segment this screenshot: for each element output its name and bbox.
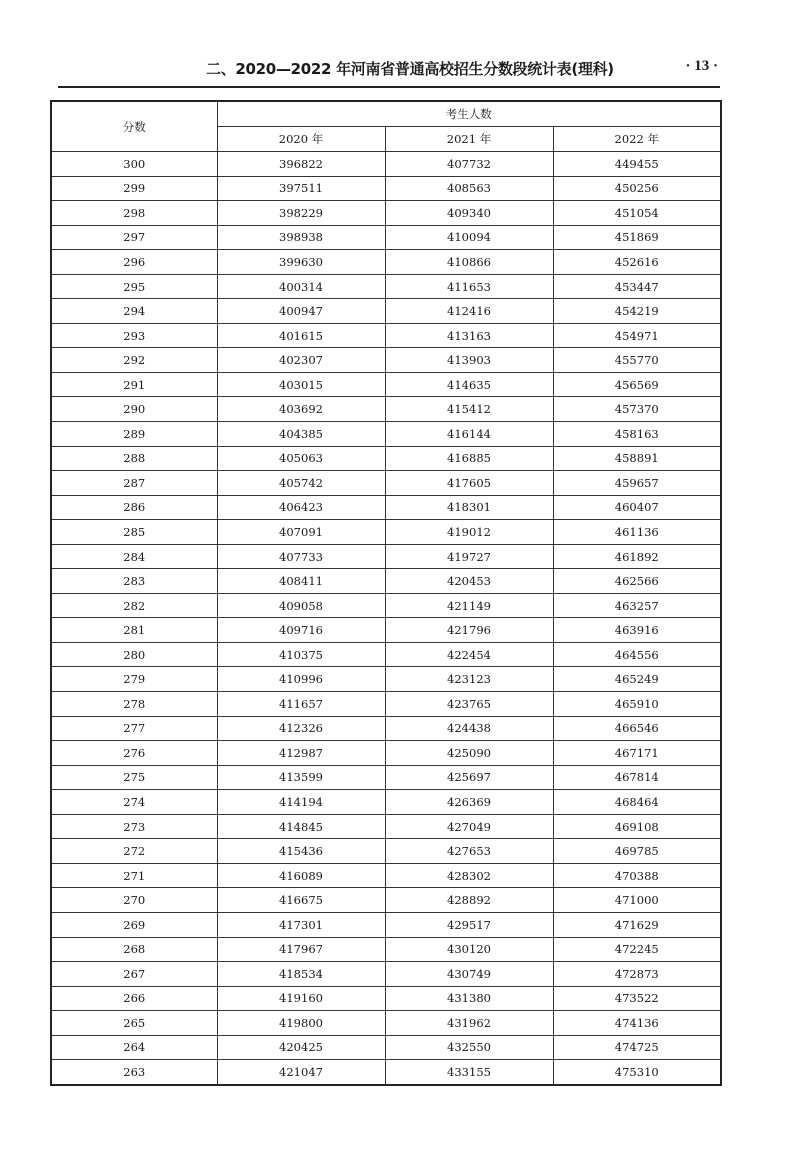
header-rule <box>58 86 720 88</box>
score-cell: 300 <box>51 152 217 177</box>
table-row <box>51 986 721 1011</box>
count-2021-cell: 427653 <box>385 839 553 864</box>
count-2021-cell: 419727 <box>385 544 553 569</box>
count-2021-cell: 431380 <box>385 986 553 1011</box>
count-2020-cell: 404385 <box>217 422 385 447</box>
count-2021-cell: 422454 <box>385 642 553 667</box>
count-2020-cell: 412987 <box>217 741 385 766</box>
table-row <box>51 176 721 201</box>
score-cell: 266 <box>51 986 217 1011</box>
table-row <box>51 274 721 299</box>
count-2022-cell: 465249 <box>553 667 721 692</box>
page-header <box>58 58 720 80</box>
table-row <box>51 372 721 397</box>
table-row <box>51 397 721 422</box>
table-row <box>51 520 721 545</box>
count-2021-cell: 409340 <box>385 201 553 226</box>
count-2020-cell: 419800 <box>217 1011 385 1036</box>
count-2022-cell: 451869 <box>553 225 721 250</box>
count-2021-cell: 410866 <box>385 250 553 275</box>
count-2021-cell: 427049 <box>385 814 553 839</box>
score-cell: 292 <box>51 348 217 373</box>
score-cell: 263 <box>51 1060 217 1085</box>
score-cell: 272 <box>51 839 217 864</box>
table-row <box>51 422 721 447</box>
table-row <box>51 593 721 618</box>
count-2022-cell: 460407 <box>553 495 721 520</box>
score-cell: 291 <box>51 372 217 397</box>
count-2022-cell: 472245 <box>553 937 721 962</box>
score-cell: 283 <box>51 569 217 594</box>
count-2022-cell: 462566 <box>553 569 721 594</box>
count-2021-cell: 417605 <box>385 471 553 496</box>
count-2020-cell: 418534 <box>217 962 385 987</box>
score-cell: 268 <box>51 937 217 962</box>
score-cell: 294 <box>51 299 217 324</box>
count-2021-cell: 425697 <box>385 765 553 790</box>
count-2020-cell: 408411 <box>217 569 385 594</box>
count-2022-cell: 457370 <box>553 397 721 422</box>
score-cell: 299 <box>51 176 217 201</box>
count-2022-cell: 454971 <box>553 323 721 348</box>
count-2021-cell: 411653 <box>385 274 553 299</box>
count-2022-cell: 461136 <box>553 520 721 545</box>
count-2020-cell: 406423 <box>217 495 385 520</box>
count-2021-cell: 415412 <box>385 397 553 422</box>
count-2021-cell: 430749 <box>385 962 553 987</box>
count-2020-cell: 417301 <box>217 912 385 937</box>
header-row-top <box>51 101 721 127</box>
table-body <box>51 152 721 1085</box>
year-header-2021: 2021 年 <box>385 127 553 152</box>
count-2021-cell: 421149 <box>385 593 553 618</box>
count-2021-cell: 414635 <box>385 372 553 397</box>
score-table-container <box>50 100 720 1086</box>
score-cell: 285 <box>51 520 217 545</box>
count-2020-cell: 399630 <box>217 250 385 275</box>
count-2021-cell: 407732 <box>385 152 553 177</box>
table-row <box>51 348 721 373</box>
count-2022-cell: 461892 <box>553 544 721 569</box>
table-row <box>51 642 721 667</box>
count-2021-cell: 416885 <box>385 446 553 471</box>
count-2020-cell: 405063 <box>217 446 385 471</box>
count-2020-cell: 417967 <box>217 937 385 962</box>
score-cell: 279 <box>51 667 217 692</box>
count-2021-cell: 431962 <box>385 1011 553 1036</box>
count-2022-cell: 474136 <box>553 1011 721 1036</box>
count-2020-cell: 398229 <box>217 201 385 226</box>
count-2021-cell: 419012 <box>385 520 553 545</box>
count-2021-cell: 428302 <box>385 863 553 888</box>
table-row <box>51 765 721 790</box>
candidate-count-group-header: 考生人数 <box>217 101 721 127</box>
score-distribution-table <box>50 100 722 1086</box>
count-2022-cell: 452616 <box>553 250 721 275</box>
table-row <box>51 863 721 888</box>
table-row <box>51 299 721 324</box>
table-row <box>51 716 721 741</box>
score-cell: 286 <box>51 495 217 520</box>
count-2021-cell: 424438 <box>385 716 553 741</box>
count-2020-cell: 409058 <box>217 593 385 618</box>
score-cell: 296 <box>51 250 217 275</box>
count-2020-cell: 405742 <box>217 471 385 496</box>
count-2021-cell: 408563 <box>385 176 553 201</box>
score-cell: 281 <box>51 618 217 643</box>
table-row <box>51 937 721 962</box>
count-2020-cell: 407733 <box>217 544 385 569</box>
score-cell: 284 <box>51 544 217 569</box>
score-cell: 288 <box>51 446 217 471</box>
count-2021-cell: 421796 <box>385 618 553 643</box>
table-row <box>51 912 721 937</box>
count-2021-cell: 410094 <box>385 225 553 250</box>
table-row <box>51 1060 721 1085</box>
count-2021-cell: 423123 <box>385 667 553 692</box>
count-2020-cell: 401615 <box>217 323 385 348</box>
table-row <box>51 323 721 348</box>
table-row <box>51 1011 721 1036</box>
count-2022-cell: 475310 <box>553 1060 721 1085</box>
count-2022-cell: 472873 <box>553 962 721 987</box>
count-2022-cell: 449455 <box>553 152 721 177</box>
table-row <box>51 839 721 864</box>
score-column-header: 分数 <box>51 101 217 152</box>
count-2022-cell: 471000 <box>553 888 721 913</box>
count-2021-cell: 413163 <box>385 323 553 348</box>
count-2020-cell: 416675 <box>217 888 385 913</box>
count-2021-cell: 416144 <box>385 422 553 447</box>
count-2021-cell: 425090 <box>385 741 553 766</box>
count-2020-cell: 402307 <box>217 348 385 373</box>
count-2022-cell: 463916 <box>553 618 721 643</box>
count-2022-cell: 470388 <box>553 863 721 888</box>
count-2022-cell: 465910 <box>553 692 721 717</box>
score-cell: 293 <box>51 323 217 348</box>
table-row <box>51 471 721 496</box>
count-2020-cell: 413599 <box>217 765 385 790</box>
count-2022-cell: 467171 <box>553 741 721 766</box>
table-row <box>51 888 721 913</box>
page-number: · 13 · <box>685 58 718 74</box>
count-2021-cell: 432550 <box>385 1035 553 1060</box>
score-cell: 290 <box>51 397 217 422</box>
count-2020-cell: 415436 <box>217 839 385 864</box>
count-2022-cell: 468464 <box>553 790 721 815</box>
count-2022-cell: 450256 <box>553 176 721 201</box>
table-row <box>51 790 721 815</box>
count-2022-cell: 459657 <box>553 471 721 496</box>
table-row <box>51 741 721 766</box>
count-2020-cell: 414194 <box>217 790 385 815</box>
table-row <box>51 667 721 692</box>
score-cell: 276 <box>51 741 217 766</box>
count-2021-cell: 426369 <box>385 790 553 815</box>
count-2021-cell: 430120 <box>385 937 553 962</box>
table-row <box>51 1035 721 1060</box>
count-2020-cell: 396822 <box>217 152 385 177</box>
count-2020-cell: 414845 <box>217 814 385 839</box>
count-2022-cell: 463257 <box>553 593 721 618</box>
table-row <box>51 692 721 717</box>
score-cell: 267 <box>51 962 217 987</box>
table-row <box>51 495 721 520</box>
score-cell: 287 <box>51 471 217 496</box>
count-2021-cell: 413903 <box>385 348 553 373</box>
count-2022-cell: 458891 <box>553 446 721 471</box>
count-2020-cell: 398938 <box>217 225 385 250</box>
score-cell: 295 <box>51 274 217 299</box>
table-row <box>51 446 721 471</box>
count-2021-cell: 418301 <box>385 495 553 520</box>
score-cell: 269 <box>51 912 217 937</box>
score-cell: 264 <box>51 1035 217 1060</box>
count-2021-cell: 433155 <box>385 1060 553 1085</box>
count-2020-cell: 420425 <box>217 1035 385 1060</box>
score-cell: 282 <box>51 593 217 618</box>
page-title: 二、2020—2022 年河南省普通高校招生分数段统计表(理科) <box>206 60 614 78</box>
score-cell: 277 <box>51 716 217 741</box>
table-row <box>51 962 721 987</box>
score-cell: 271 <box>51 863 217 888</box>
count-2021-cell: 429517 <box>385 912 553 937</box>
count-2020-cell: 407091 <box>217 520 385 545</box>
count-2022-cell: 466546 <box>553 716 721 741</box>
score-cell: 274 <box>51 790 217 815</box>
count-2022-cell: 471629 <box>553 912 721 937</box>
count-2022-cell: 454219 <box>553 299 721 324</box>
score-cell: 265 <box>51 1011 217 1036</box>
year-header-2022: 2022 年 <box>553 127 721 152</box>
count-2020-cell: 421047 <box>217 1060 385 1085</box>
count-2022-cell: 473522 <box>553 986 721 1011</box>
count-2021-cell: 428892 <box>385 888 553 913</box>
table-row <box>51 201 721 226</box>
count-2022-cell: 458163 <box>553 422 721 447</box>
table-row <box>51 569 721 594</box>
count-2020-cell: 403692 <box>217 397 385 422</box>
count-2022-cell: 474725 <box>553 1035 721 1060</box>
score-cell: 297 <box>51 225 217 250</box>
count-2022-cell: 464556 <box>553 642 721 667</box>
score-cell: 289 <box>51 422 217 447</box>
score-cell: 275 <box>51 765 217 790</box>
count-2020-cell: 411657 <box>217 692 385 717</box>
count-2020-cell: 419160 <box>217 986 385 1011</box>
count-2020-cell: 410996 <box>217 667 385 692</box>
count-2020-cell: 409716 <box>217 618 385 643</box>
score-cell: 298 <box>51 201 217 226</box>
count-2022-cell: 451054 <box>553 201 721 226</box>
count-2022-cell: 467814 <box>553 765 721 790</box>
count-2022-cell: 469785 <box>553 839 721 864</box>
count-2022-cell: 456569 <box>553 372 721 397</box>
score-cell: 280 <box>51 642 217 667</box>
table-row <box>51 225 721 250</box>
count-2020-cell: 403015 <box>217 372 385 397</box>
table-row <box>51 250 721 275</box>
count-2020-cell: 400314 <box>217 274 385 299</box>
count-2020-cell: 412326 <box>217 716 385 741</box>
count-2021-cell: 420453 <box>385 569 553 594</box>
score-cell: 270 <box>51 888 217 913</box>
count-2022-cell: 469108 <box>553 814 721 839</box>
year-header-2020: 2020 年 <box>217 127 385 152</box>
count-2020-cell: 416089 <box>217 863 385 888</box>
score-cell: 278 <box>51 692 217 717</box>
count-2022-cell: 455770 <box>553 348 721 373</box>
table-row <box>51 814 721 839</box>
count-2020-cell: 410375 <box>217 642 385 667</box>
count-2020-cell: 397511 <box>217 176 385 201</box>
count-2021-cell: 412416 <box>385 299 553 324</box>
table-row <box>51 544 721 569</box>
count-2022-cell: 453447 <box>553 274 721 299</box>
table-row <box>51 152 721 177</box>
count-2021-cell: 423765 <box>385 692 553 717</box>
score-cell: 273 <box>51 814 217 839</box>
count-2020-cell: 400947 <box>217 299 385 324</box>
table-row <box>51 618 721 643</box>
